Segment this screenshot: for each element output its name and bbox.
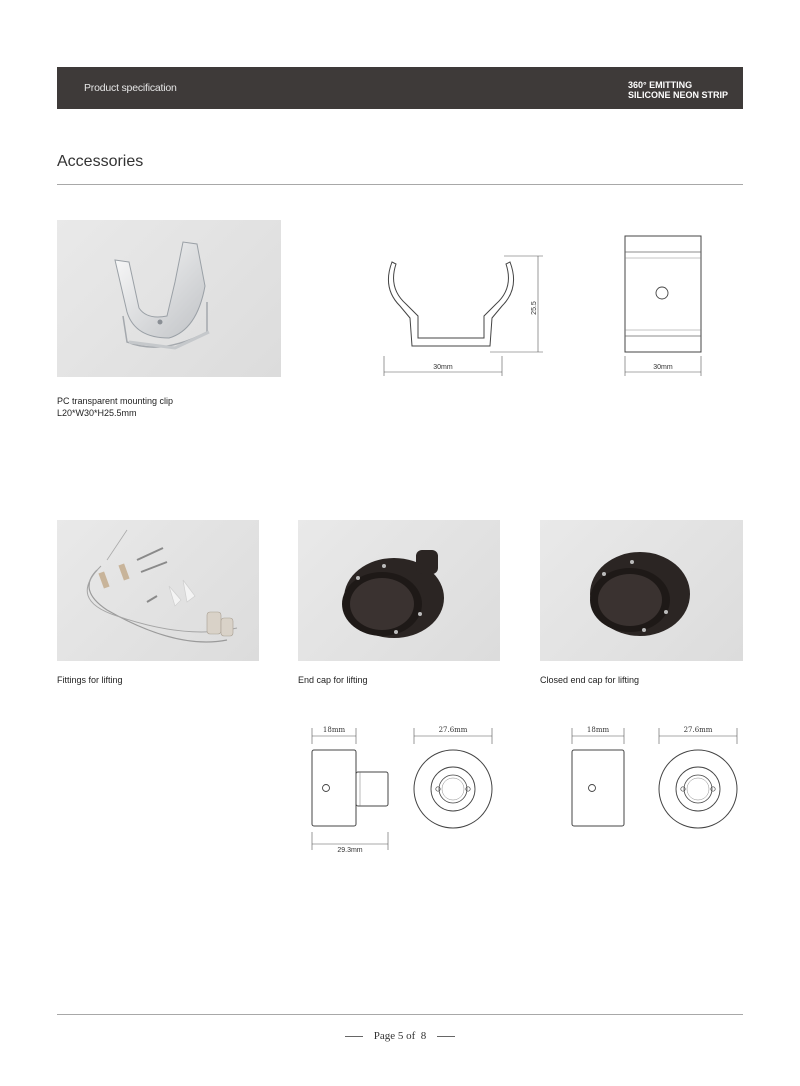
- clip-photo-illustration: [57, 220, 281, 377]
- fittings-photo: [57, 520, 259, 661]
- endcap-length-label: 18mm: [322, 726, 346, 734]
- closed-endcap-photo-illustration: [540, 520, 743, 661]
- page-of: of: [406, 1030, 416, 1042]
- clip-height-label: 25.5: [531, 301, 538, 315]
- page-total: 8: [420, 1030, 427, 1042]
- footer-dash-left: [345, 1036, 363, 1037]
- endcap-total-label: 29.3mm: [337, 847, 363, 854]
- clip-photo: [57, 220, 281, 377]
- endcap-side-drawing: [300, 720, 400, 854]
- page-number: 5: [397, 1030, 404, 1042]
- footer-divider: [57, 1014, 743, 1015]
- endcap-photo: [298, 520, 500, 661]
- clip-front-drawing: [378, 248, 548, 378]
- closed-diameter-label: 27.6mm: [683, 726, 713, 734]
- fittings-caption: Fittings for lifting: [57, 675, 123, 685]
- section-divider: [57, 184, 743, 185]
- clip-caption: [57, 395, 173, 419]
- header-title-line2: SILICONE NEON STRIP: [627, 90, 728, 100]
- closed-endcap-caption: Closed end cap for lifting: [540, 675, 640, 685]
- clip-caption-size: L20*W30*H25.5mm: [57, 408, 137, 418]
- header-product-title: [628, 80, 728, 100]
- closed-length-label: 18mm: [586, 726, 610, 734]
- closed-endcap-front-drawing: [655, 720, 745, 830]
- endcap-caption: End cap for lifting: [298, 675, 368, 685]
- footer-dash-right: [437, 1036, 455, 1037]
- header-title-line1: 360° EMITTING: [627, 80, 693, 90]
- endcap-photo-illustration: [298, 520, 500, 661]
- clip-top-width-label: 30mm: [653, 364, 673, 371]
- endcap-front-drawing: [410, 720, 500, 830]
- header-bar: [57, 67, 743, 109]
- page-prefix: Page: [373, 1030, 396, 1042]
- header-product-spec-label: Product specification: [84, 82, 177, 94]
- section-title: Accessories: [57, 153, 144, 170]
- clip-caption-name: PC transparent mounting clip: [57, 396, 174, 406]
- endcap-diameter-label: 27.6mm: [438, 726, 468, 734]
- page-footer: [0, 1030, 800, 1042]
- clip-top-drawing: [620, 232, 710, 378]
- clip-front-width-label: 30mm: [433, 364, 453, 371]
- fittings-photo-illustration: [57, 520, 259, 661]
- closed-endcap-photo: [540, 520, 743, 661]
- closed-endcap-side-drawing: [560, 720, 630, 832]
